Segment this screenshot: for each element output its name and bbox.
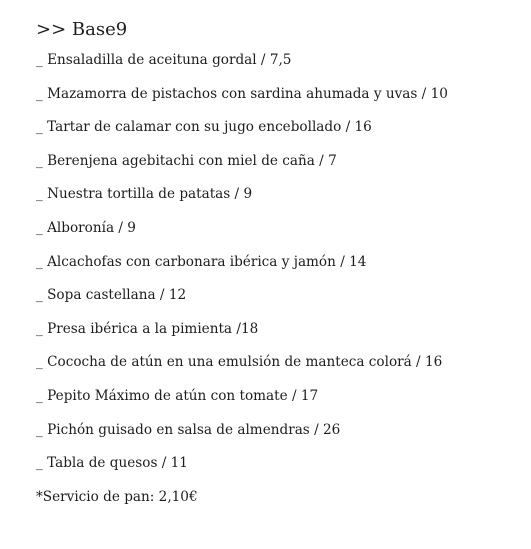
menu-item: _ Sopa castellana / 12 [36, 287, 187, 304]
menu-item: _ Alcachofas con carbonara ibérica y jamón / 14 [36, 253, 367, 270]
bread-service-note: *Servicio de pan: 2,10€ [36, 488, 198, 505]
menu-item: _ Ensaladilla de aceituna gordal / 7,5 [36, 52, 292, 68]
menu-card [36, 18, 516, 505]
menu-item: _ Tabla de quesos / 11 [36, 455, 188, 472]
menu-item: _ Cococha de atún en una emulsión de manteca colorá / 16 [36, 354, 443, 371]
menu-item: _ Mazamorra de pistachos con sardina ahumada y uvas / 10 [36, 85, 448, 102]
menu-item: _ Nuestra tortilla de patatas / 9 [36, 186, 253, 203]
menu-item: _ Presa ibérica a la pimienta /18 [36, 320, 259, 337]
menu-item: _ Pichón guisado en salsa de almendras / 26 [36, 421, 341, 438]
menu-item: _ Tartar de calamar con su jugo encebollado / 16 [36, 119, 372, 136]
menu-title: >> Base9 [36, 19, 128, 40]
menu-item: _ Berenjena agebitachi con miel de caña / 7 [36, 152, 337, 169]
menu-item: _ Alboronía / 9 [36, 219, 136, 236]
menu-item: _ Pepito Máximo de atún con tomate / 17 [36, 387, 319, 404]
